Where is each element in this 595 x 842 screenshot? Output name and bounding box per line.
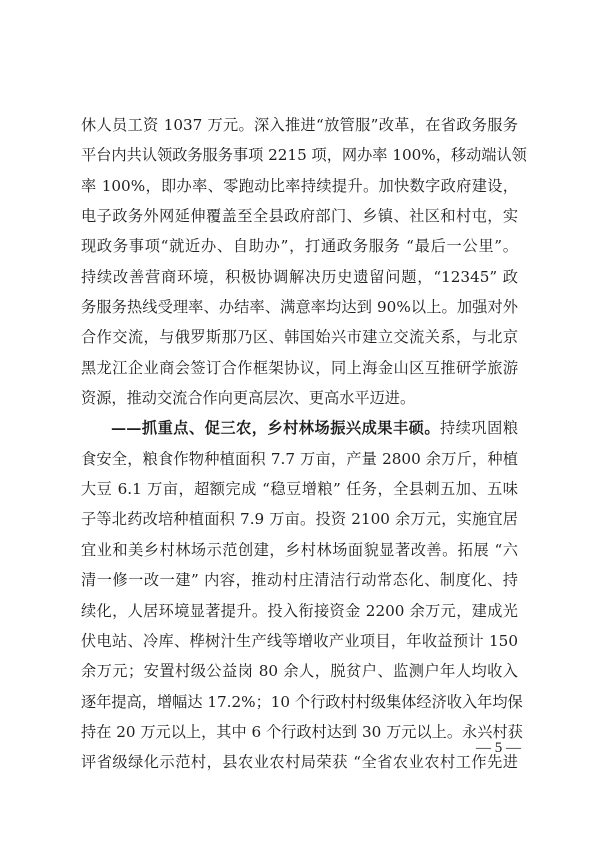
paragraph-line: 资源，推动交流合作向更高层次、更高水平迈进。 — [81, 389, 416, 408]
paragraph-line: 宜业和美乡村林场示范创建，乡村林场面貌显著改善。拓展 “六 — [81, 540, 518, 559]
paragraph-line: 电子政务外网延伸覆盖至全县政府部门、乡镇、社区和村屯，实 — [81, 207, 518, 226]
paragraph-line: 逐年提高，增幅达 17.2%；10 个行政村村级集体经济收入年均保 — [81, 692, 523, 711]
paragraph-line: 持续改善营商环境，积极协调解决历史遗留问题，“12345” 政 — [81, 267, 518, 286]
paragraph-line: 合作交流，与俄罗斯那乃区、韩国始兴市建立交流关系，与北京 — [81, 328, 518, 347]
paragraph-line: 休人员工资 1037 万元。深入推进“放管服”改革，在省政务服务 — [81, 116, 518, 134]
paragraph-line: 大豆 6.1 万亩，超额完成 “稳豆增粮” 任务，全县刺五加、五味 — [81, 480, 518, 499]
page-number: — 5 — — [476, 740, 521, 756]
paragraph-line: 食安全，粮食作物种植面积 7.7 万亩，产量 2800 余万斤，种植 — [81, 449, 518, 468]
paragraph-line: 持在 20 万元以上，其中 6 个行政村达到 30 万元以上。永兴村获 — [81, 722, 523, 741]
paragraph-line: 率 100%，即办率、零跑动比率持续提升。加快数字政府建设， — [81, 176, 518, 195]
paragraph-line: 现政务事项“就近办、自助办”，打通政务服务 “最后一公里”。 — [81, 237, 518, 256]
paragraph-line: 平台内共认领政务服务事项 2215 项，网办率 100%，移动端认领 — [81, 146, 527, 165]
paragraph-line: 余万元；安置村级公益岗 80 余人，脱贫户、监测户年人均收入 — [81, 662, 518, 681]
paragraph-line: 清一修一改一建” 内容，推动村庄清洁行动常态化、制度化、持 — [81, 571, 518, 590]
section-first-line-text: 持续巩固粮 — [440, 419, 519, 438]
section-heading: ——抓重点、促三农，乡村林场振兴成果丰硕。 — [111, 419, 441, 438]
body-text — [81, 110, 527, 778]
paragraph-line: 子等北药改培种植面积 7.9 万亩。投资 2100 余万元，实施宜居 — [81, 510, 518, 529]
section-first-line — [81, 413, 518, 443]
paragraph-line: 黑龙江企业商会签订合作框架协议，同上海金山区互推研学旅游 — [81, 358, 518, 377]
paragraph-line: 伏电站、冷库、桦树汁生产线等增收产业项目，年收益预计 150 — [81, 631, 518, 650]
paragraph-line: 务服务热线受理率、办结率、满意率均达到 90%以上。加强对外 — [81, 298, 518, 317]
paragraph-line: 评省级绿化示范村，县农业农村局荣获 “全省农业农村工作先进 — [81, 753, 518, 772]
paragraph-line: 续化，人居环境显著提升。投入衔接资金 2200 余万元，建成光 — [81, 601, 518, 620]
